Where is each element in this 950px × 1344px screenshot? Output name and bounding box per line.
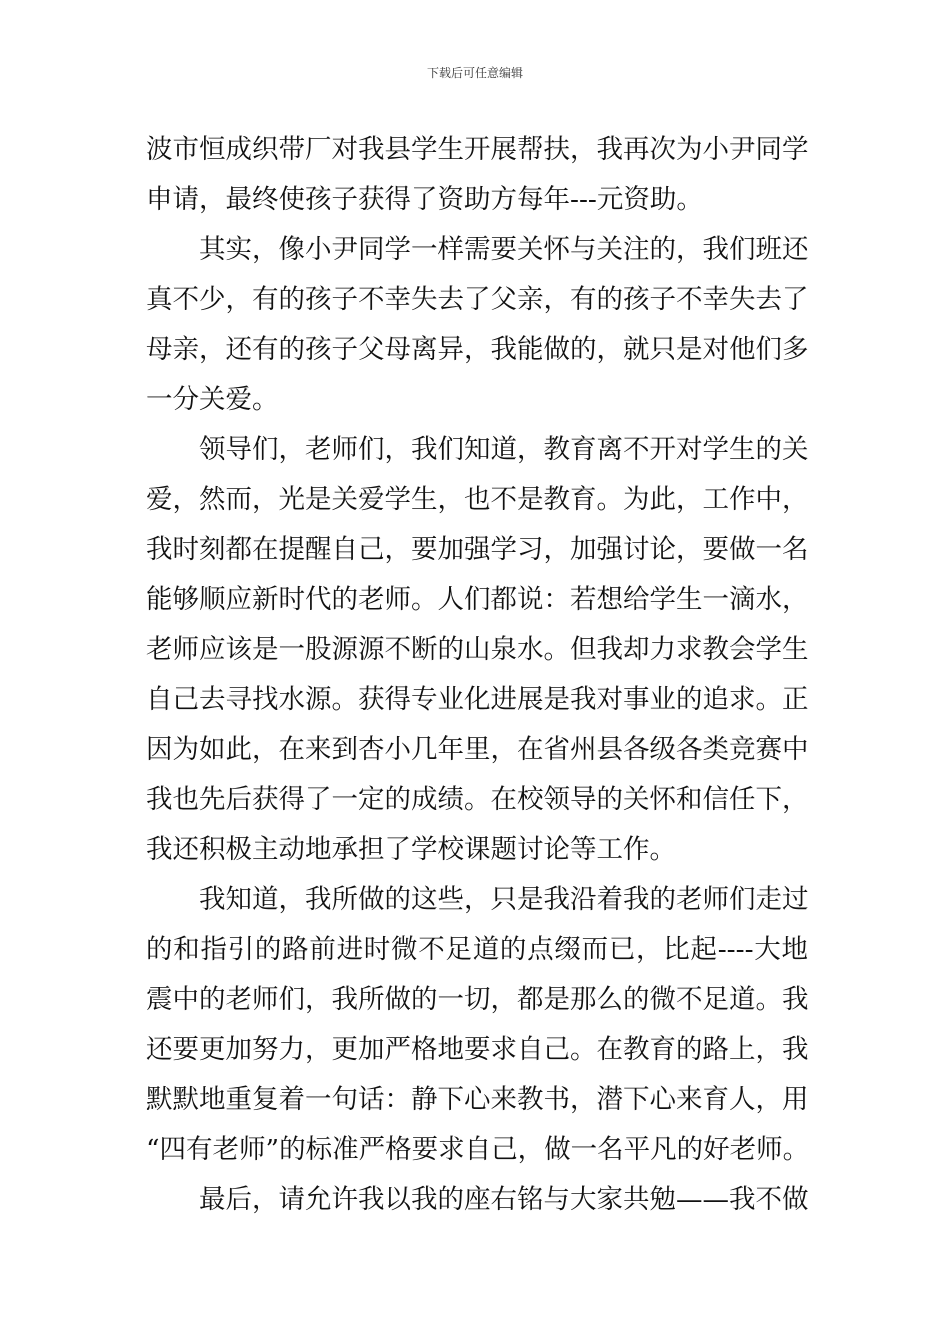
- text-line: 我知道，我所做的这些，只是我沿着我的老师们走过: [199, 884, 809, 915]
- text-line: 最后，请允许我以我的座右铭与大家共勉——我不做: [199, 1184, 809, 1215]
- text-line: 申请，最终使孩子获得了资助方每年---元资助。: [146, 184, 703, 215]
- text-line: 默默地重复着一句话：静下心来教书，潜下心来育人，用: [146, 1084, 809, 1115]
- text-line: 震中的老师们，我所做的一切，都是那么的微不足道。我: [146, 984, 809, 1015]
- text-line: 还要更加努力，更加严格地要求自己。在教育的路上，我: [146, 1034, 809, 1065]
- text-line: “四有老师”的标准严格要求自己，做一名平凡的好老师。: [146, 1134, 810, 1165]
- text-line: 其实，像小尹同学一样需要关怀与关注的，我们班还: [199, 234, 809, 265]
- text-line: 自己去寻找水源。获得专业化进展是我对事业的追求。正: [146, 684, 809, 715]
- text-line: 我时刻都在提醒自己，要加强学习，加强讨论，要做一名: [146, 534, 809, 565]
- text-line: 的和指引的路前进时微不足道的点缀而已，比起----大地: [146, 934, 808, 965]
- text-line: 能够顺应新时代的老师。人们都说：若想给学生一滴水，: [146, 584, 809, 615]
- text-line: 因为如此，在来到杏小几年里，在省州县各级各类竞赛中: [146, 734, 809, 765]
- document-body: [146, 125, 808, 1225]
- text-line: 我还积极主动地承担了学校课题讨论等工作。: [146, 834, 676, 865]
- text-line: 母亲，还有的孩子父母离异，我能做的，就只是对他们多: [146, 334, 809, 365]
- text-line: 我也先后获得了一定的成绩。在校领导的关怀和信任下，: [146, 784, 809, 815]
- text-line: 老师应该是一股源源不断的山泉水。但我却力求教会学生: [146, 634, 809, 665]
- text-line: 真不少，有的孩子不幸失去了父亲，有的孩子不幸失去了: [146, 284, 809, 315]
- text-line: 爱，然而，光是关爱学生，也不是教育。为此，工作中，: [146, 484, 809, 515]
- text-line: 波市恒成织带厂对我县学生开展帮扶，我再次为小尹同学: [146, 134, 809, 165]
- page-header: 下载后可任意编辑: [426, 66, 523, 80]
- text-line: 领导们，老师们，我们知道，教育离不开对学生的关: [199, 434, 809, 465]
- text-line: 一分关爱。: [146, 384, 279, 415]
